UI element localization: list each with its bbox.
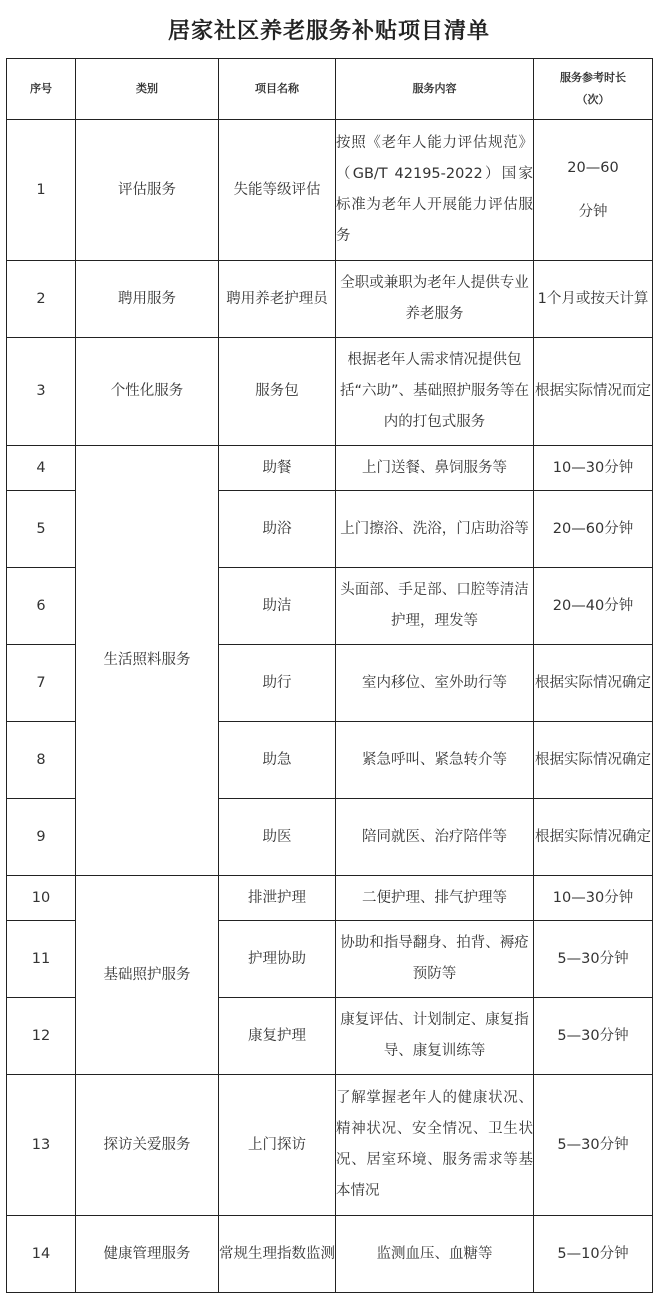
table-row bbox=[7, 446, 653, 491]
row-index: 4 bbox=[7, 446, 76, 491]
row-duration: 1个月或按天计算 bbox=[534, 261, 653, 338]
row-item-name: 助洁 bbox=[219, 568, 336, 645]
row-duration-line2: 分钟 bbox=[578, 204, 608, 220]
row-content: 上门送餐、鼻饲服务等 bbox=[336, 446, 534, 491]
row-category: 探访关爱服务 bbox=[76, 1075, 219, 1216]
header-duration bbox=[534, 59, 653, 120]
row-duration: 20—60分钟 bbox=[534, 491, 653, 568]
table-row bbox=[7, 120, 653, 261]
row-item-name: 助行 bbox=[219, 645, 336, 722]
table-row bbox=[7, 876, 653, 921]
row-content: 紧急呼叫、紧急转介等 bbox=[336, 722, 534, 799]
row-category: 健康管理服务 bbox=[76, 1216, 219, 1293]
row-duration: 5—30分钟 bbox=[534, 921, 653, 998]
table-row bbox=[7, 1216, 653, 1293]
row-item-name: 服务包 bbox=[219, 338, 336, 446]
header-category: 类别 bbox=[76, 59, 219, 120]
row-duration: 根据实际情况确定 bbox=[534, 722, 653, 799]
row-content: 监测血压、血糖等 bbox=[336, 1216, 534, 1293]
header-index: 序号 bbox=[7, 59, 76, 120]
row-index: 14 bbox=[7, 1216, 76, 1293]
row-category: 基础照护服务 bbox=[76, 876, 219, 1075]
row-duration: 5—30分钟 bbox=[534, 1075, 653, 1216]
row-content: 康复评估、计划制定、康复指导、康复训练等 bbox=[336, 998, 534, 1075]
row-content: 头面部、手足部、口腔等清洁护理，理发等 bbox=[336, 568, 534, 645]
header-content: 服务内容 bbox=[336, 59, 534, 120]
row-duration: 10—30分钟 bbox=[534, 446, 653, 491]
header-item-name: 项目名称 bbox=[219, 59, 336, 120]
row-item-name: 失能等级评估 bbox=[219, 120, 336, 261]
header-duration-line1: 服务参考时长 bbox=[560, 71, 626, 84]
row-index: 6 bbox=[7, 568, 76, 645]
row-item-name: 康复护理 bbox=[219, 998, 336, 1075]
row-content: 二便护理、排气护理等 bbox=[336, 876, 534, 921]
row-item-name: 助餐 bbox=[219, 446, 336, 491]
row-item-name: 助浴 bbox=[219, 491, 336, 568]
row-category: 生活照料服务 bbox=[76, 446, 219, 876]
row-index: 7 bbox=[7, 645, 76, 722]
row-duration: 根据实际情况确定 bbox=[534, 799, 653, 876]
row-index: 10 bbox=[7, 876, 76, 921]
row-content: 根据老年人需求情况提供包括“六助”、基础照护服务等在内的打包式服务 bbox=[336, 338, 534, 446]
row-item-name: 聘用养老护理员 bbox=[219, 261, 336, 338]
row-content: 上门擦浴、洗浴，门店助浴等 bbox=[336, 491, 534, 568]
row-duration bbox=[534, 120, 653, 261]
row-duration: 根据实际情况确定 bbox=[534, 645, 653, 722]
row-index: 8 bbox=[7, 722, 76, 799]
table-row bbox=[7, 338, 653, 446]
row-item-name: 常规生理指数监测 bbox=[219, 1216, 336, 1293]
row-item-name: 助急 bbox=[219, 722, 336, 799]
row-index: 9 bbox=[7, 799, 76, 876]
row-index: 13 bbox=[7, 1075, 76, 1216]
row-content: 协助和指导翻身、拍背、褥疮预防等 bbox=[336, 921, 534, 998]
row-category: 个性化服务 bbox=[76, 338, 219, 446]
table-header-row bbox=[7, 59, 653, 120]
row-category: 聘用服务 bbox=[76, 261, 219, 338]
row-content: 按照《老年人能力评估规范》（GB/T 42195-2022）国家标准为老年人开展能力评估服务 bbox=[336, 120, 534, 261]
row-duration: 10—30分钟 bbox=[534, 876, 653, 921]
table-row bbox=[7, 261, 653, 338]
row-content: 陪同就医、治疗陪伴等 bbox=[336, 799, 534, 876]
row-index: 12 bbox=[7, 998, 76, 1075]
row-category: 评估服务 bbox=[76, 120, 219, 261]
row-item-name: 护理协助 bbox=[219, 921, 336, 998]
page-title: 居家社区养老服务补贴项目清单 bbox=[167, 19, 490, 44]
row-content: 了解掌握老年人的健康状况、精神状况、安全情况、卫生状况、居室环境、服务需求等基本情况 bbox=[336, 1075, 534, 1216]
subsidy-items-table bbox=[6, 58, 653, 1293]
row-duration-line1: 20—60 bbox=[567, 160, 619, 176]
header-duration-line2: （次） bbox=[576, 93, 610, 106]
row-index: 5 bbox=[7, 491, 76, 568]
row-index: 1 bbox=[7, 120, 76, 261]
table-row bbox=[7, 1075, 653, 1216]
row-duration: 20—40分钟 bbox=[534, 568, 653, 645]
row-duration: 5—10分钟 bbox=[534, 1216, 653, 1293]
row-item-name: 助医 bbox=[219, 799, 336, 876]
row-duration: 根据实际情况而定 bbox=[534, 338, 653, 446]
row-content: 室内移位、室外助行等 bbox=[336, 645, 534, 722]
row-duration: 5—30分钟 bbox=[534, 998, 653, 1075]
row-index: 3 bbox=[7, 338, 76, 446]
row-index: 11 bbox=[7, 921, 76, 998]
row-content: 全职或兼职为老年人提供专业养老服务 bbox=[336, 261, 534, 338]
row-index: 2 bbox=[7, 261, 76, 338]
row-item-name: 排泄护理 bbox=[219, 876, 336, 921]
row-item-name: 上门探访 bbox=[219, 1075, 336, 1216]
